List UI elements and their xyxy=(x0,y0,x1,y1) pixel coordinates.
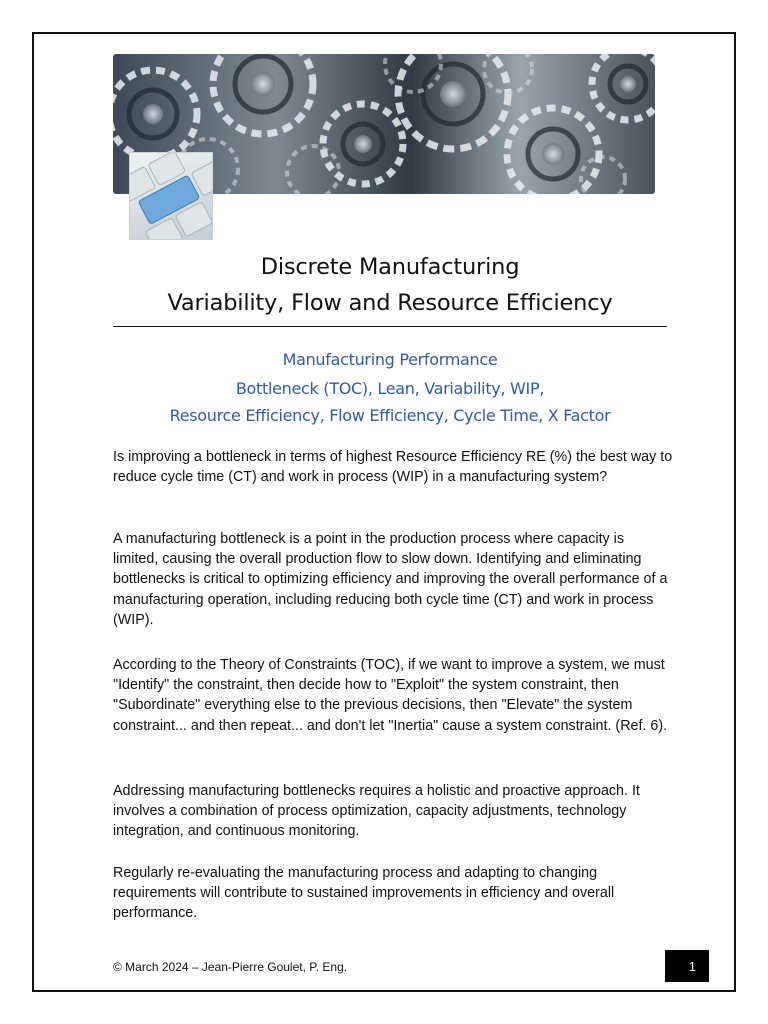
subtitle-line3: Resource Efficiency, Flow Efficiency, Cycle Time, X Factor xyxy=(169,406,611,425)
title-divider xyxy=(113,326,667,327)
body-paragraph-2: A manufacturing bottleneck is a point in the production process where capacity is limited, causing the overall production flow to slow down. Identifying and eliminating bottlenecks is critical to optimizing efficiency and improving the overall performance of a manufacturing operation, including reducing both cycle time (CT) and work in process (WIP). xyxy=(113,531,668,628)
subtitle-line2: Bottleneck (TOC), Lean, Variability, WIP, xyxy=(235,379,545,398)
page-number: 1 xyxy=(665,950,709,982)
body-paragraph-4: Addressing manufacturing bottlenecks requires a holistic and proactive approach. It involves a combination of process optimization, capacity adjustments, technology integration, and continuous monitoring. xyxy=(113,783,640,840)
document-title-line2: Variability, Flow and Resource Efficiency xyxy=(167,290,613,316)
body-paragraph-3: According to the Theory of Constraints (TOC), if we want to improve a system, we must "Identify" the constraint, then decide how to "Exploit" the system constraint, then "Subordinate" everything else to the previous decisions, then "Elevate" the system constraint... and then repeat... and don't let "Inertia" cause a system constraint. (Ref. 6). xyxy=(113,657,668,734)
subtitle-line1: Manufacturing Performance xyxy=(282,350,498,369)
copyright-footer: © March 2024 – Jean-Pierre Goulet, P. Eng. xyxy=(113,960,348,974)
body-paragraph-5: Regularly re-evaluating the manufacturing process and adapting to changing requirements will contribute to sustained improvements in efficiency and overall performance. xyxy=(113,865,615,922)
document-title-line1: Discrete Manufacturing xyxy=(260,254,520,280)
body-paragraph-1: Is improving a bottleneck in terms of highest Resource Efficiency RE (%) the best way to reduce cycle time (CT) and work in process (WIP) in a manufacturing system? xyxy=(113,449,673,486)
keyboard-key-image xyxy=(129,152,213,240)
